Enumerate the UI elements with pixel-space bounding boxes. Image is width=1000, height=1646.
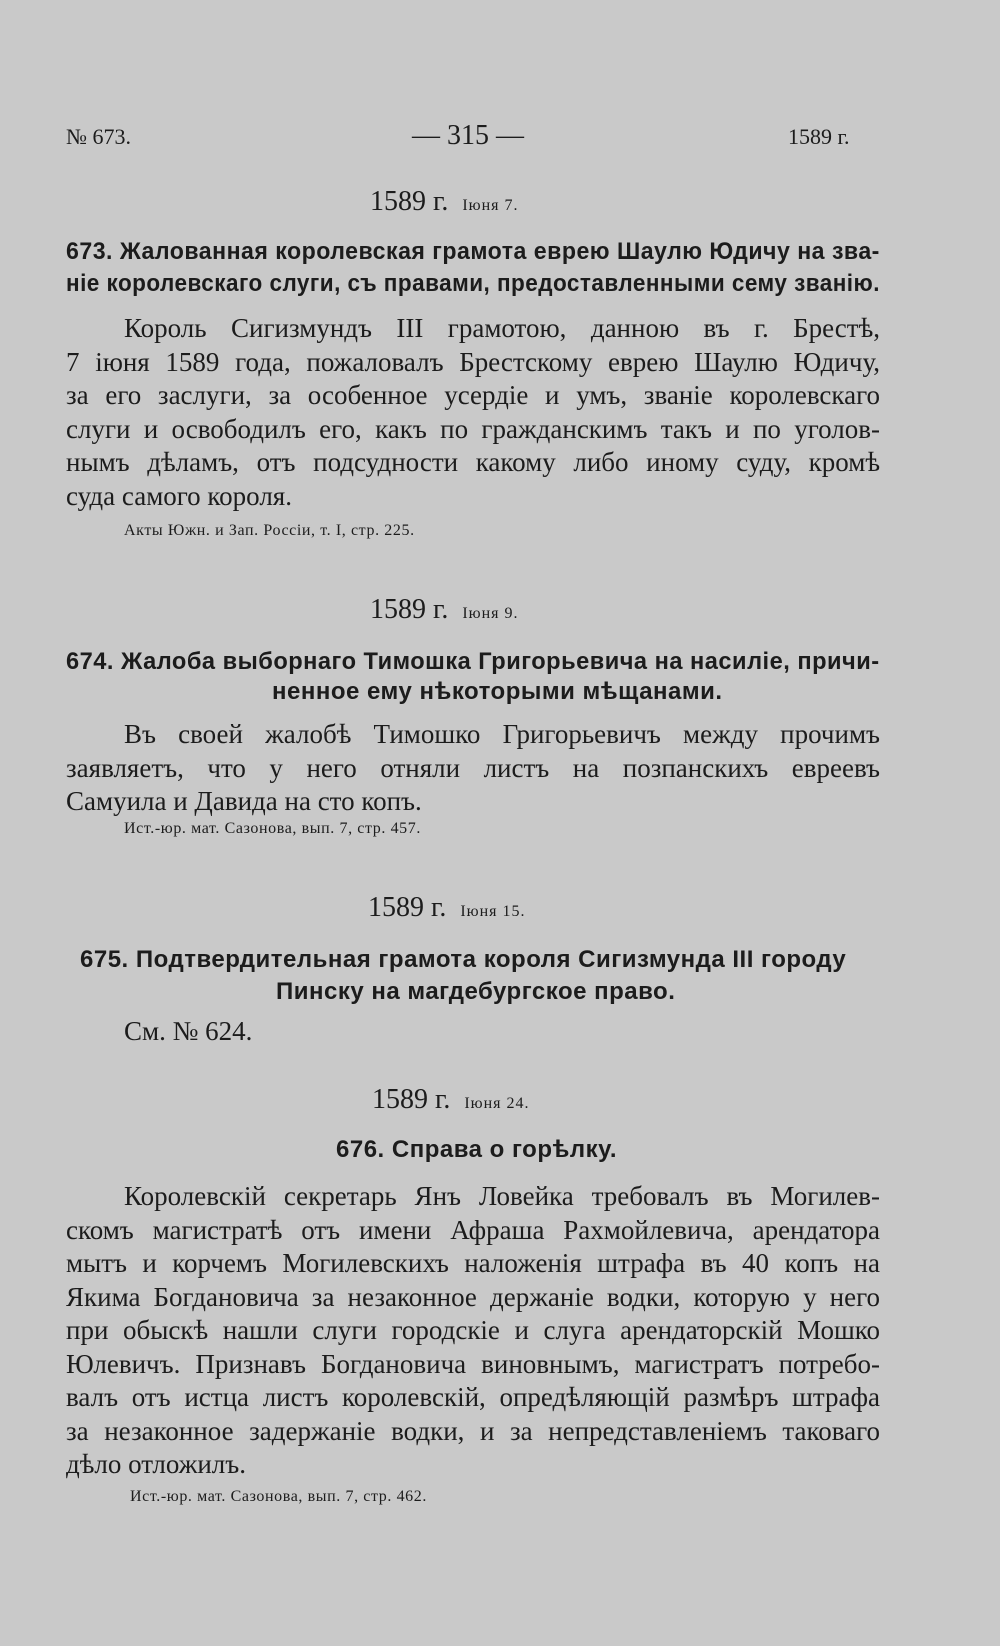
entry-675-date-year: 1589 г. (368, 892, 447, 923)
entry-673-date-year: 1589 г. (370, 186, 449, 217)
entry-673-title-line-2: ніе королевскаго слуги, съ правами, предоставленными сему званію. (66, 270, 880, 297)
entry-675-crossref: См. № 624. (124, 1016, 253, 1046)
entry-674-text (66, 718, 880, 819)
entry-673-text (66, 312, 880, 513)
entry-673-text-line-6: суда самого короля. (66, 480, 292, 511)
entry-676-date (372, 1084, 530, 1116)
header-page-number: — 315 — (412, 120, 524, 151)
entry-674-date-year: 1589 г. (370, 594, 449, 625)
entry-673-text-line-1: Король Сигизмундъ III грамотою, данною въ г. Брестѣ, (124, 313, 880, 343)
entry-676-text-line-6: Юлевичъ. Признавъ Богдановича виновнымъ, магистратъ потребо- (66, 1348, 880, 1379)
entry-676-source: Ист.-юр. мат. Сазонова, вып. 7, стр. 462. (130, 1488, 427, 1505)
entry-676-text (66, 1180, 880, 1482)
entry-673-date (370, 186, 519, 218)
entry-674-text-line-1: Въ своей жалобѣ Тимошко Григорьевичъ между прочимъ (124, 719, 880, 749)
entry-673-text-line-3: за его заслуги, за особенное усердіе и умъ, званіе королевскаго (66, 380, 880, 410)
entry-674-text-line-3: Самуила и Давида на сто копъ. (66, 786, 422, 816)
entry-676-date-year: 1589 г. (372, 1084, 451, 1115)
entry-674-title-line-2: ненное ему нѣкоторыми мѣщанами. (272, 678, 723, 705)
entry-675-date (368, 892, 526, 924)
entry-676-title-line-1: 676. Справа о горѣлку. (336, 1136, 618, 1163)
entry-676-text-line-9: дѣло отложилъ. (66, 1449, 246, 1479)
entry-676-text-line-3: мытъ и корчемъ Могилевскихъ наложенія штрафа въ 40 копъ на (66, 1248, 880, 1278)
header-year: 1589 г. (788, 124, 850, 149)
header-doc-number: № 673. (66, 124, 131, 149)
entry-673-text-line-4: слуги и освободилъ его, какъ по гражданскимъ такъ и по уголов- (66, 413, 880, 444)
entry-675-title-line-2: Пинску на магдебургское право. (276, 978, 676, 1005)
entry-674-source: Ист.-юр. мат. Сазонова, вып. 7, стр. 457. (124, 820, 421, 837)
entry-675-title-line-1: 675. Подтвердительная грамота короля Сигизмунда III городу (80, 946, 847, 973)
entry-674-text-line-2: заявляетъ, что у него отняли листъ на позпанскихъ евреевъ (66, 752, 880, 783)
entry-676-text-line-7: валъ отъ истца листъ королевскій, опредѣляющій размѣръ штрафа (66, 1382, 880, 1412)
entry-676-text-line-1: Королевскій секретарь Янъ Ловейка требовалъ въ Могилев- (124, 1181, 880, 1211)
entry-674-title-line-1: 674. Жалоба выборнаго Тимошка Григорьевича на насиліе, причи- (66, 648, 880, 675)
entry-676-text-line-2: скомъ магистратѣ отъ имени Афраша Рахмойлевича, арендатора (66, 1214, 880, 1245)
entry-674-date-day: Іюня 9. (462, 605, 519, 622)
entry-673-source: Акты Южн. и Зап. Россіи, т. I, стр. 225. (124, 522, 415, 539)
entry-673-text-line-2: 7 іюня 1589 года, пожаловалъ Брестскому еврею Шаулю Юдичу, (66, 346, 880, 377)
entry-673-date-day: Іюня 7. (462, 197, 519, 214)
entry-676-text-line-5: при обыскѣ нашли слуги городскіе и слуга арендаторскій Мошко (66, 1315, 880, 1345)
entry-676-text-line-4: Якима Богдановича за незаконное держаніе водки, которую у него (66, 1281, 880, 1312)
entry-674-date (370, 594, 519, 626)
entry-673-title-line-1: 673. Жалованная королевская грамота еврею Шаулю Юдичу на зва- (66, 238, 880, 265)
entry-676-text-line-8: за незаконное задержаніе водки, и за непредставленіемъ таковаго (66, 1415, 880, 1446)
entry-673-text-line-5: нымъ дѣламъ, отъ подсудности какому либо иному суду, кромѣ (66, 447, 880, 477)
entry-675-date-day: Іюня 15. (460, 903, 526, 920)
entry-676-date-day: Іюня 24. (464, 1095, 530, 1112)
